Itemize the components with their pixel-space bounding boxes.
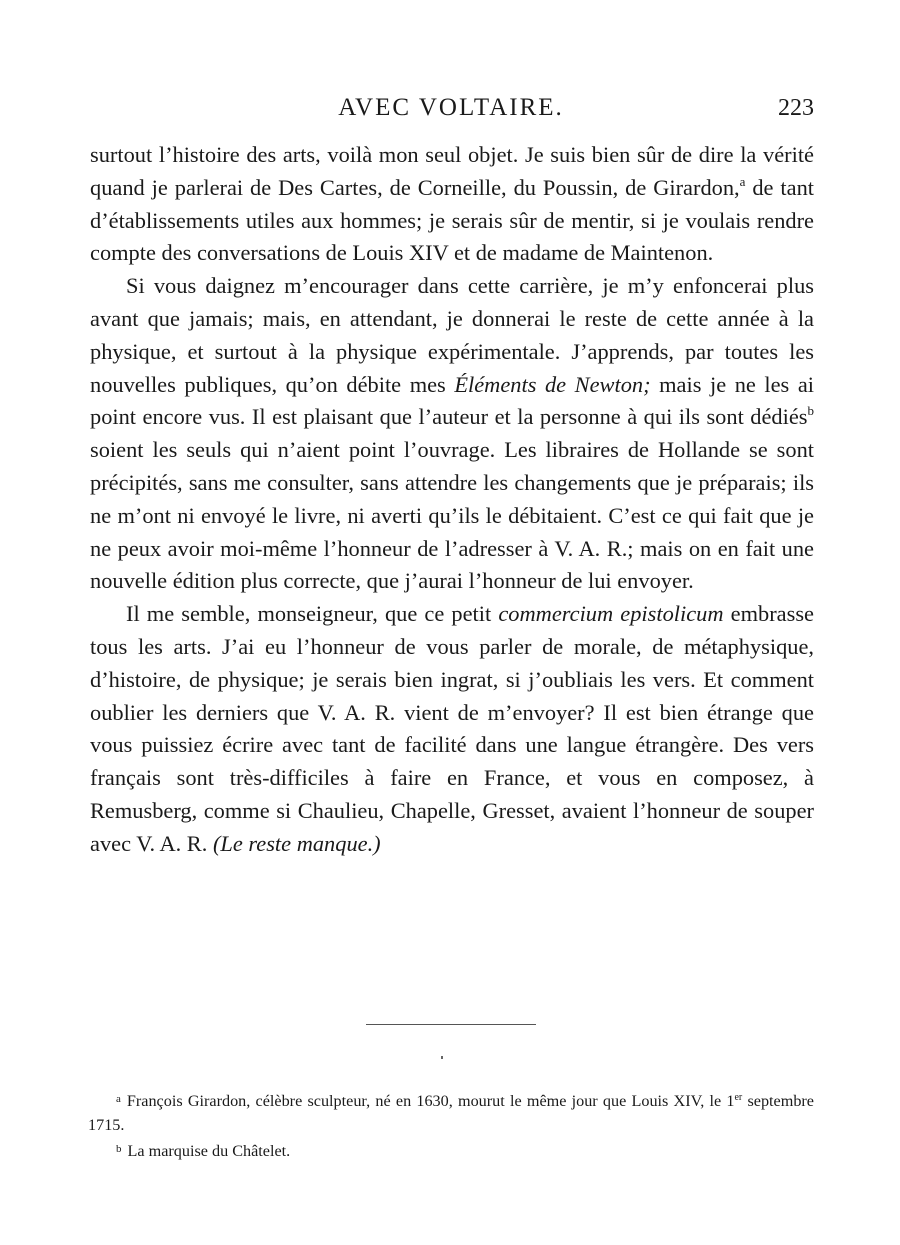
editorial-note-italic: (Le reste manque.) — [212, 830, 381, 856]
text-run: embrasse tous les arts. J’ai eu l’honneur de vous parler de morale, de métaphysique, d’histoire, de physique; je serais bien ingrat, si j’oubliais les vers. Et comment oublier les derniers que V. A. R. vient de m’envoyer? Il est bien étrange que vous puissiez écrire avec tant de facilité dans une langue étrangère. Des vers français sont très-difficiles à faire en France, et vous en composez, à Remusberg, comme si Chaulieu, Chapelle, Gresset, avaient l’honneur de souper avec V. A. R. — [90, 601, 814, 856]
print-speck — [441, 1056, 443, 1059]
section-divider — [366, 1024, 536, 1025]
text-run: soient les seuls qui n’aient point l’ouvrage. Les libraires de Hollande se sont précipités, sans me consulter, sans attendre les changements que je préparais; ils ne m’ont ni envoyé le livre, ni averti qu’ils le débitaient. C’est ce qui fait que je ne peux avoir moi-même l’honneur de l’adresser à V. A. R.; mais on en fait une nouvelle édition plus correcte, que j’aurai l’honneur de lui envoyer. — [90, 437, 814, 594]
footnote-text: La marquise du Châtelet. — [127, 1142, 291, 1160]
footnote-a — [88, 1086, 814, 1137]
footnote-text: François Girardon, célèbre sculpteur, né en 1630, mourut le même jour que Louis XIV, le 1 — [126, 1092, 735, 1110]
paragraph-3 — [90, 598, 814, 860]
text-run: mais je ne les ai point encore vus. Il est plaisant que l’auteur et la personne à qui ils sont dédiés — [90, 371, 814, 430]
body-text — [90, 139, 814, 861]
running-title: AVEC VOLTAIRE. — [338, 94, 564, 121]
page-number: 223 — [778, 95, 814, 121]
footnote-mark: b — [116, 1143, 122, 1155]
footnote-ref-a: a — [739, 173, 746, 189]
paragraph-1 — [90, 139, 814, 270]
footnote-b — [88, 1137, 814, 1163]
text-run: Il me semble, monseigneur, que ce petit — [126, 601, 499, 627]
text-run: surtout l’histoire des arts, voilà mon seul objet. Je suis bien sûr de dire la vérité quand je parlerai de Des Cartes, de Corneille, du Poussin, de Girardon, — [90, 142, 814, 200]
ordinal-superscript: er — [734, 1092, 743, 1103]
footnotes — [88, 1086, 814, 1163]
footnote-ref-b: b — [807, 403, 814, 419]
text-run: de tant d’établissements utiles aux hommes; je serais sûr de mentir, si je voulais rendre compte des conversations de Louis XIV et de madame de Maintenon. — [90, 174, 814, 266]
footnote-mark: a — [116, 1093, 121, 1105]
running-head — [88, 92, 814, 124]
text-run: Si vous daignez m’encourager dans cette carrière, je m’y enfoncerai plus avant que jamais; mais, en attendant, je donnerai le reste de cette année à la physique, et surtout à la physique expérimentale. J’apprends, par toutes les nouvelles publiques, qu’on débite mes — [90, 273, 814, 397]
latin-phrase-italic: commercium epistolicum — [498, 601, 724, 627]
book-title-italic: Éléments de Newton; — [454, 371, 651, 397]
paragraph-2 — [90, 270, 814, 598]
footnote-text: septembre 1715. — [88, 1092, 814, 1134]
